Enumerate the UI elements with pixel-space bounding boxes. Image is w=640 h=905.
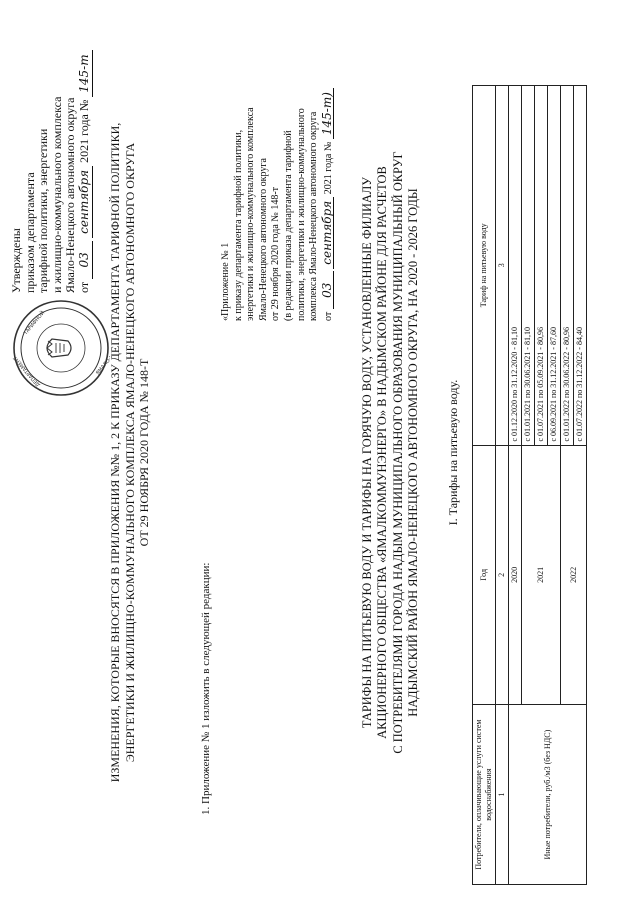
year-cell: 2020 [509, 445, 522, 705]
changes-title [108, 0, 152, 905]
svg-text:ЯМАЛО-НЕНЕЦКОГО: ЯМАЛО-НЕНЕЦКОГО [94, 331, 110, 377]
appendix-note-day: 03 [321, 271, 335, 309]
svg-text:ДЕПАРТАМЕНТ: ДЕПАРТАМЕНТ [12, 354, 42, 388]
tariff-title-line-2: АКЦИОНЕРНОГО ОБЩЕСТВА «ЯМАЛКОММУНЭНЕРГО» В НАДЫМСКОМ РАЙОНЕ ДЛЯ РАСЧЕТОВ [375, 166, 390, 739]
approval-day: 03 [78, 241, 93, 279]
appendix-note-l6: (в редакции приказа департамента тарифной [282, 130, 294, 321]
appendix-note-l3: энергетики и жилищно-коммунального комплекса [245, 107, 257, 321]
tariff-cell: с 06.09.2021 по 31.12.2021 - 87,60 [548, 86, 561, 446]
appendix-note [220, 21, 335, 321]
official-stamp [12, 299, 110, 397]
appendix-note-l4: Ямало-Ненецкого автономного округа [257, 158, 269, 321]
appendix-note-prefix: от [322, 311, 334, 321]
col-2-number: 2 [496, 445, 509, 705]
col-1-number: 1 [496, 705, 509, 885]
appendix-note-l8: комплекса Ямало-Ненецкого автономного округа [308, 111, 320, 321]
tariff-table [472, 85, 587, 885]
approval-line-1: Утверждены [9, 228, 23, 293]
appendix-note-year: 2021 года № [322, 141, 334, 195]
approval-line-3: тарифной политики, энергетики [36, 128, 51, 293]
section-1-title: I. Тарифы на питьевую воду. [446, 379, 460, 526]
approval-line-2: приказом департамента [22, 172, 37, 293]
col-3-number: 3 [496, 86, 509, 446]
item-1: 1. Приложение № 1 изложить в следующей редакции: [200, 562, 212, 815]
tariff-cell: с 01.01.2021 по 30.06.2021 - 81,10 [522, 86, 535, 446]
changes-title-line-3: ОТ 29 НОЯБРЯ 2020 ГОДА № 148-Т [137, 358, 152, 547]
table-number-row [496, 86, 509, 885]
tariff-title [360, 0, 422, 905]
approval-number: 145-т [78, 50, 93, 96]
appendix-note-l5: от 29 ноября 2020 года № 148-т [270, 186, 282, 321]
appendix-note-l7: политики, энергетики и жилищно-коммунального [295, 108, 307, 321]
approval-month: сентября [78, 166, 93, 238]
tariff-title-line-4: НАДЫМСКИЙ РАЙОН ЯМАЛО-НЕНЕЦКОГО АВТОНОМНОГО ОКРУГА, НА 2020 - 2026 ГОДЫ [406, 188, 421, 717]
approval-line-5: Ямало-Ненецкого автономного округа [63, 97, 78, 293]
tariff-cell: с 01.01.2022 по 30.06.2022 - 80,96 [561, 86, 574, 446]
appendix-note-l2: к приказу департамента тарифной политики, [232, 129, 244, 321]
year-cell: 2021 [522, 445, 561, 705]
appendix-note-l9 [321, 21, 336, 321]
tariff-title-line-3: С ПОТРЕБИТЕЛЯМИ ГОРОДА НАДЫМ МУНИЦИПАЛЬНОГО ОБРАЗОВАНИЯ МУНИЦИПАЛЬНЫЙ ОКРУГ [390, 151, 405, 754]
col-year-header: Год [473, 445, 496, 705]
appendix-note-l1: «Приложение № 1 [220, 242, 231, 321]
tariff-cell: с 01.12.2020 по 31.12.2020 - 81,10 [509, 86, 522, 446]
appendix-note-month: сентября [321, 197, 335, 269]
col-tariff-header: Тариф на питьевую воду [473, 86, 496, 446]
approval-date-line [78, 3, 93, 293]
approval-date-prefix: от [76, 281, 91, 293]
year-cell: 2022 [561, 445, 587, 705]
tariff-cell: с 01.07.2021 по 05.09.2021 - 80,96 [535, 86, 548, 446]
appendix-note-number: 145-т) [321, 88, 335, 139]
approval-line-4: и жилищно-коммунального комплекса [49, 96, 64, 293]
col-consumer-header: Потребители, оплачивающие услуги систем водоснабжения [473, 705, 496, 885]
changes-title-line-2: ЭНЕРГЕТИКИ И ЖИЛИЩНО-КОММУНАЛЬНОГО КОМПЛЕКСА ЯМАЛО-НЕНЕЦКОГО АВТОНОМНОГО ОКРУГА [122, 142, 137, 763]
table-header-row [473, 86, 496, 885]
svg-text:ТАРИФНОЙ: ТАРИФНОЙ [22, 310, 47, 337]
consumer-cell: Иные потребители, руб./м3 (без НДС) [509, 705, 587, 885]
table-row [509, 86, 522, 885]
approval-year: 2021 года № [76, 99, 91, 163]
stamp-seal-icon [12, 299, 110, 397]
tariff-cell: с 01.07.2022 по 31.12.2022 - 84,40 [574, 86, 587, 446]
changes-title-line-1: ИЗМЕНЕНИЯ, КОТОРЫЕ ВНОСЯТСЯ В ПРИЛОЖЕНИЯ №№ 1, 2 К ПРИКАЗУ ДЕПАРТАМЕНТА ТАРИФНОЙ ПОЛИТИКИ, [108, 122, 122, 783]
tariff-title-line-1: ТАРИФЫ НА ПИТЬЕВУЮ ВОДУ И ТАРИФЫ НА ГОРЯЧУЮ ВОДУ, УСТАНОВЛЕННЫЕ ФИЛИАЛУ [360, 176, 374, 729]
approval-block [10, 3, 93, 293]
